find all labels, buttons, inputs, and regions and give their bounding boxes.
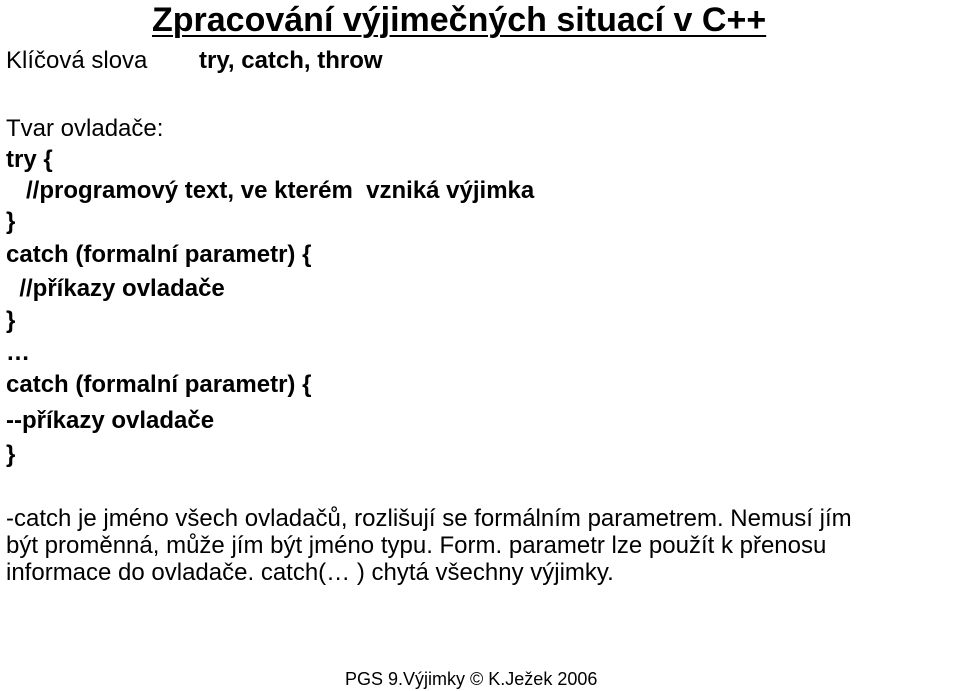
description-line: informace do ovladače. catch(… ) chytá všechny výjimky. [6, 559, 614, 586]
page-title: Zpracování výjimečných situací v C++ [152, 1, 767, 39]
code-line-try: try { [6, 146, 53, 173]
code-line-close-brace: } [6, 208, 16, 235]
description-line: být proměnná, může jím být jméno typu. Form. parametr lze použít k přenosu [6, 532, 827, 559]
keywords-label: Klíčová slova [6, 47, 148, 74]
code-line-catch: catch (formalní parametr) { [6, 241, 312, 268]
description [6, 505, 960, 586]
handler-form-label: Tvar ovladače: [6, 115, 164, 142]
code-line-close-brace: } [6, 307, 16, 334]
description-line: -catch je jméno všech ovladačů, rozlišují se formálním parametrem. Nemusí jím [6, 505, 852, 532]
code-line-catch-comment: //příkazy ovladače [6, 275, 225, 302]
keywords-value: try, catch, throw [199, 47, 383, 74]
code-line-catch-comment: --příkazy ovladače [6, 407, 215, 434]
code-line-try-comment: //programový text, ve kterém vzniká výjimka [6, 177, 535, 204]
code-line-catch: catch (formalní parametr) { [6, 371, 312, 398]
code-line-ellipsis: … [6, 339, 30, 366]
code-line-close-brace: } [6, 441, 16, 468]
footer: PGS 9.Výjimky © K.Ježek 2006 [345, 669, 598, 689]
